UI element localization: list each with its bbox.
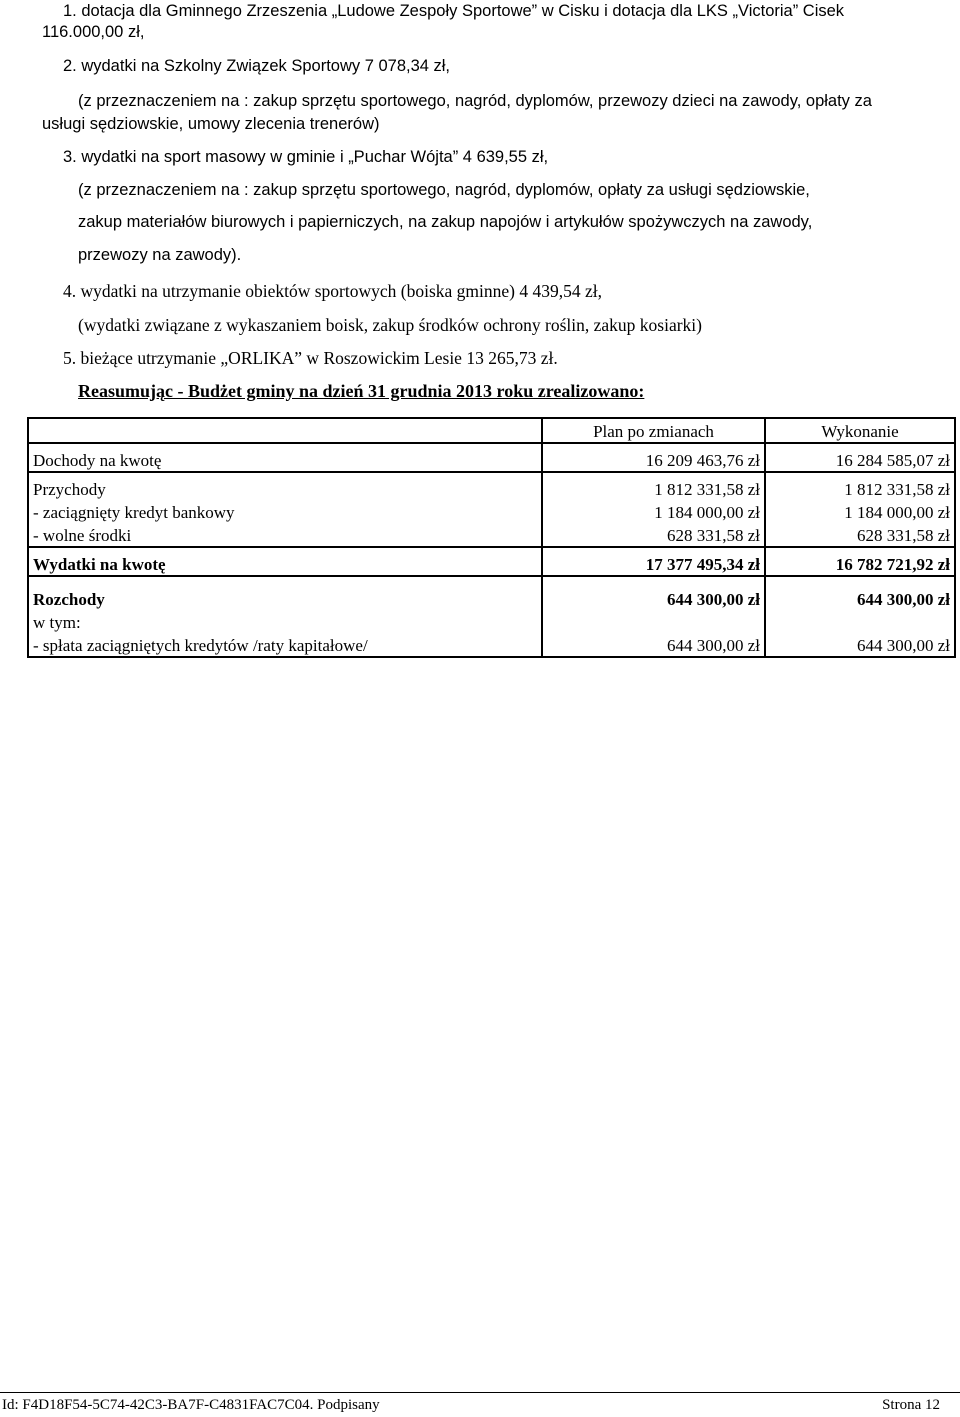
table-header-row [28, 418, 955, 443]
paragraph-1-line-2: 116.000,00 zł, [42, 23, 145, 41]
row-label: Przychody [28, 472, 542, 500]
row-label: - wolne środki [28, 523, 542, 547]
header-plan: Plan po zmianach [542, 418, 765, 443]
footer-document-id: Id: F4D18F54-5C74-42C3-BA7F-C4831FAC7C04. Podpisany [2, 1397, 380, 1413]
paragraph-4-note: (wydatki związane z wykaszaniem boisk, zakup środków ochrony roślin, zakup kosiarki) [78, 315, 702, 335]
table-row-w-tym [28, 610, 955, 633]
paragraph-3-note-line-1: (z przeznaczeniem na : zakup sprzętu sportowego, nagród, dyplomów, opłaty za usługi sędziowskie, [78, 181, 810, 199]
row-plan-value: 1 184 000,00 zł [542, 500, 765, 523]
row-wykonanie-value: 16 782 721,92 zł [765, 547, 955, 576]
budget-table [27, 417, 956, 658]
table-row-splata [28, 633, 955, 657]
paragraph-3: 3. wydatki na sport masowy w gminie i „Puchar Wójta” 4 639,55 zł, [63, 148, 549, 166]
row-label: Dochody na kwotę [28, 443, 542, 472]
row-wykonanie-value: 16 284 585,07 zł [765, 443, 955, 472]
row-wykonanie-value: 644 300,00 zł [765, 576, 955, 610]
header-wykonanie: Wykonanie [765, 418, 955, 443]
row-label: Rozchody [28, 576, 542, 610]
row-label: w tym: [28, 610, 542, 633]
header-empty-cell [28, 418, 542, 443]
paragraph-3-note-line-3: przewozy na zawody). [78, 246, 242, 264]
row-wykonanie-value: 644 300,00 zł [765, 633, 955, 657]
row-label: - spłata zaciągniętych kredytów /raty kapitałowe/ [28, 633, 542, 657]
row-wykonanie-value: 628 331,58 zł [765, 523, 955, 547]
row-label: Wydatki na kwotę [28, 547, 542, 576]
paragraph-1-line-1: 1. dotacja dla Gminnego Zrzeszenia „Ludowe Zespoły Sportowe” w Cisku i dotacja dla LKS „Victoria” Cisek [63, 2, 845, 20]
paragraph-5: 5. bieżące utrzymanie „ORLIKA” w Roszowickim Lesie 13 265,73 zł. [63, 348, 558, 368]
row-plan-value [542, 610, 765, 633]
row-plan-value: 628 331,58 zł [542, 523, 765, 547]
table-row-wolne [28, 523, 955, 547]
row-wykonanie-value: 1 812 331,58 zł [765, 472, 955, 500]
row-wykonanie-value [765, 610, 955, 633]
table-row-wydatki [28, 547, 955, 576]
row-label: - zaciągnięty kredyt bankowy [28, 500, 542, 523]
row-wykonanie-value: 1 184 000,00 zł [765, 500, 955, 523]
paragraph-4: 4. wydatki na utrzymanie obiektów sportowych (boiska gminne) 4 439,54 zł, [63, 281, 602, 301]
footer-page-number: Strona 12 [882, 1397, 940, 1413]
paragraph-3-note-line-2: zakup materiałów biurowych i papierniczych, na zakup napojów i artykułów spożywczych na zawody, [78, 213, 813, 231]
table-row-dochody [28, 443, 955, 472]
paragraph-2: 2. wydatki na Szkolny Związek Sportowy 7 078,34 zł, [63, 57, 451, 75]
paragraph-2-note-line-1: (z przeznaczeniem na : zakup sprzętu sportowego, nagród, dyplomów, przewozy dzieci na zawody, opłaty za [78, 92, 872, 110]
summary-heading: Reasumując - Budżet gminy na dzień 31 grudnia 2013 roku zrealizowano: [78, 381, 645, 401]
row-plan-value: 1 812 331,58 zł [542, 472, 765, 500]
table-row-przychody [28, 472, 955, 500]
table-row-kredyt [28, 500, 955, 523]
row-plan-value: 17 377 495,34 zł [542, 547, 765, 576]
table-row-rozchody [28, 576, 955, 610]
paragraph-2-note-line-2: usługi sędziowskie, umowy zlecenia trenerów) [42, 115, 380, 133]
row-plan-value: 644 300,00 zł [542, 576, 765, 610]
row-plan-value: 16 209 463,76 zł [542, 443, 765, 472]
row-plan-value: 644 300,00 zł [542, 633, 765, 657]
footer-divider [0, 1392, 960, 1393]
